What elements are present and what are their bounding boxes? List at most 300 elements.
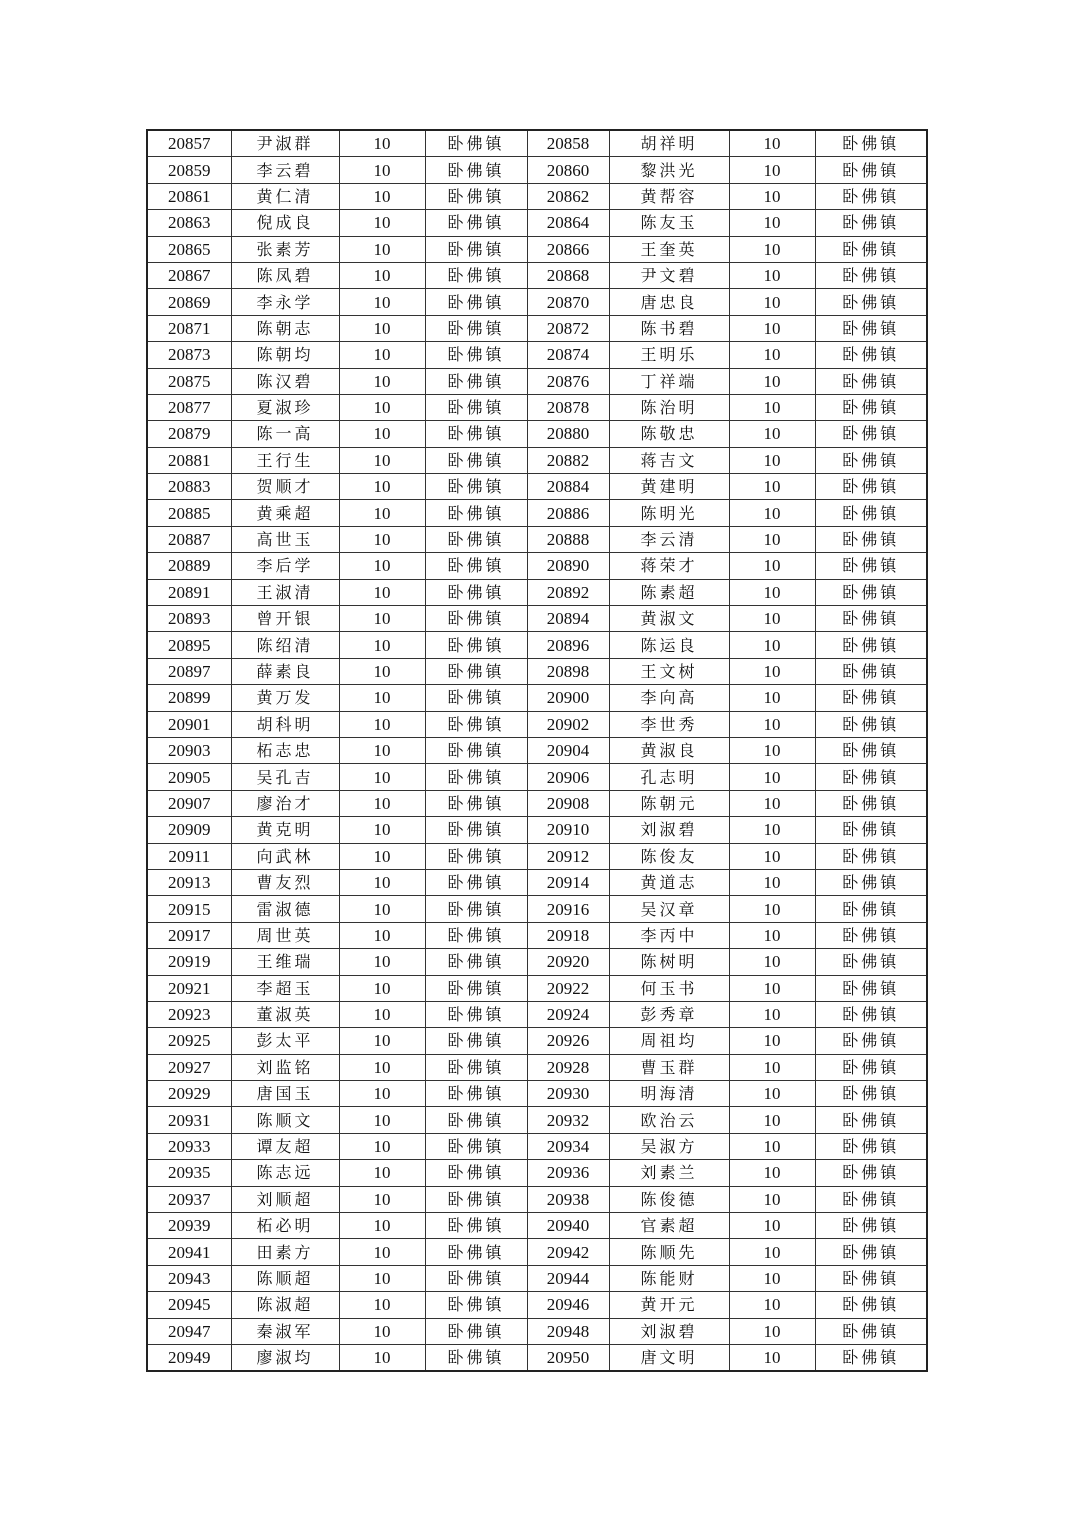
town-cell: 卧佛镇 (815, 210, 927, 236)
record-number-cell: 20950 (527, 1344, 609, 1371)
amount-cell: 10 (729, 790, 815, 816)
record-number-cell: 20940 (527, 1213, 609, 1239)
record-number-cell: 20870 (527, 289, 609, 315)
amount-cell: 10 (339, 1054, 425, 1080)
table-row (147, 394, 927, 420)
record-number-cell: 20944 (527, 1265, 609, 1291)
record-number-cell: 20937 (147, 1186, 231, 1212)
amount-cell: 10 (729, 526, 815, 552)
amount-cell: 10 (339, 1081, 425, 1107)
record-number-cell: 20930 (527, 1081, 609, 1107)
record-number-cell: 20893 (147, 606, 231, 632)
amount-cell: 10 (729, 315, 815, 341)
town-cell: 卧佛镇 (425, 737, 527, 763)
record-number-cell: 20886 (527, 500, 609, 526)
town-cell: 卧佛镇 (425, 1054, 527, 1080)
record-number-cell: 20878 (527, 394, 609, 420)
person-name-cell: 曾开银 (231, 606, 339, 632)
table-row (147, 1239, 927, 1265)
record-number-cell: 20872 (527, 315, 609, 341)
person-name-cell: 陈顺先 (609, 1239, 729, 1265)
town-cell: 卧佛镇 (425, 790, 527, 816)
person-name-cell: 陈敬忠 (609, 421, 729, 447)
town-cell: 卧佛镇 (425, 474, 527, 500)
town-cell: 卧佛镇 (425, 1292, 527, 1318)
person-name-cell: 陈凤碧 (231, 262, 339, 288)
person-name-cell: 刘淑碧 (609, 1318, 729, 1344)
town-cell: 卧佛镇 (425, 289, 527, 315)
town-cell: 卧佛镇 (425, 975, 527, 1001)
person-name-cell: 陈朝元 (609, 790, 729, 816)
town-cell: 卧佛镇 (425, 1186, 527, 1212)
record-number-cell: 20889 (147, 553, 231, 579)
town-cell: 卧佛镇 (815, 1344, 927, 1371)
amount-cell: 10 (339, 975, 425, 1001)
table-row (147, 737, 927, 763)
record-number-cell: 20904 (527, 737, 609, 763)
amount-cell: 10 (729, 1160, 815, 1186)
person-name-cell: 黄万发 (231, 685, 339, 711)
person-name-cell: 李后学 (231, 553, 339, 579)
amount-cell: 10 (339, 526, 425, 552)
town-cell: 卧佛镇 (815, 869, 927, 895)
record-number-cell: 20945 (147, 1292, 231, 1318)
table-row (147, 342, 927, 368)
person-name-cell: 柘必明 (231, 1213, 339, 1239)
town-cell: 卧佛镇 (815, 975, 927, 1001)
record-number-cell: 20914 (527, 869, 609, 895)
person-name-cell: 刘素兰 (609, 1160, 729, 1186)
amount-cell: 10 (339, 1028, 425, 1054)
table-row (147, 790, 927, 816)
amount-cell: 10 (339, 764, 425, 790)
record-number-cell: 20933 (147, 1133, 231, 1159)
town-cell: 卧佛镇 (425, 368, 527, 394)
amount-cell: 10 (339, 553, 425, 579)
person-name-cell: 黄克明 (231, 817, 339, 843)
amount-cell: 10 (729, 1186, 815, 1212)
amount-cell: 10 (339, 632, 425, 658)
town-cell: 卧佛镇 (425, 500, 527, 526)
amount-cell: 10 (729, 606, 815, 632)
amount-cell: 10 (729, 236, 815, 262)
town-cell: 卧佛镇 (815, 922, 927, 948)
table-row (147, 421, 927, 447)
person-name-cell: 秦淑军 (231, 1318, 339, 1344)
person-name-cell: 张素芳 (231, 236, 339, 262)
person-name-cell: 王奎英 (609, 236, 729, 262)
table-row (147, 210, 927, 236)
table-row (147, 975, 927, 1001)
amount-cell: 10 (729, 1107, 815, 1133)
amount-cell: 10 (339, 368, 425, 394)
record-number-cell: 20927 (147, 1054, 231, 1080)
amount-cell: 10 (339, 606, 425, 632)
record-number-cell: 20891 (147, 579, 231, 605)
record-number-cell: 20866 (527, 236, 609, 262)
person-name-cell: 王明乐 (609, 342, 729, 368)
table-row (147, 289, 927, 315)
amount-cell: 10 (339, 685, 425, 711)
amount-cell: 10 (339, 1318, 425, 1344)
amount-cell: 10 (339, 579, 425, 605)
town-cell: 卧佛镇 (425, 1239, 527, 1265)
amount-cell: 10 (339, 843, 425, 869)
table-row (147, 606, 927, 632)
table-row (147, 764, 927, 790)
town-cell: 卧佛镇 (425, 342, 527, 368)
amount-cell: 10 (339, 1001, 425, 1027)
person-name-cell: 陈淑超 (231, 1292, 339, 1318)
amount-cell: 10 (729, 210, 815, 236)
record-number-cell: 20897 (147, 658, 231, 684)
person-name-cell: 陈绍清 (231, 632, 339, 658)
person-name-cell: 刘淑碧 (609, 817, 729, 843)
town-cell: 卧佛镇 (425, 1133, 527, 1159)
town-cell: 卧佛镇 (425, 236, 527, 262)
table-row (147, 474, 927, 500)
person-name-cell: 夏淑珍 (231, 394, 339, 420)
town-cell: 卧佛镇 (815, 315, 927, 341)
amount-cell: 10 (339, 817, 425, 843)
person-name-cell: 廖淑均 (231, 1344, 339, 1371)
person-name-cell: 黄道志 (609, 869, 729, 895)
amount-cell: 10 (729, 1213, 815, 1239)
person-name-cell: 陈书碧 (609, 315, 729, 341)
person-name-cell: 向武林 (231, 843, 339, 869)
amount-cell: 10 (729, 632, 815, 658)
record-number-cell: 20903 (147, 737, 231, 763)
person-name-cell: 陈顺文 (231, 1107, 339, 1133)
table-row (147, 1344, 927, 1371)
record-number-cell: 20868 (527, 262, 609, 288)
record-number-cell: 20890 (527, 553, 609, 579)
record-number-cell: 20928 (527, 1054, 609, 1080)
amount-cell: 10 (339, 896, 425, 922)
record-number-cell: 20859 (147, 157, 231, 183)
record-number-cell: 20942 (527, 1239, 609, 1265)
person-name-cell: 胡科明 (231, 711, 339, 737)
town-cell: 卧佛镇 (815, 843, 927, 869)
amount-cell: 10 (339, 210, 425, 236)
town-cell: 卧佛镇 (425, 843, 527, 869)
person-name-cell: 黎洪光 (609, 157, 729, 183)
town-cell: 卧佛镇 (425, 632, 527, 658)
table-row (147, 236, 927, 262)
person-name-cell: 欧治云 (609, 1107, 729, 1133)
amount-cell: 10 (339, 790, 425, 816)
person-name-cell: 何玉书 (609, 975, 729, 1001)
amount-cell: 10 (729, 1292, 815, 1318)
person-name-cell: 尹淑群 (231, 130, 339, 157)
record-number-cell: 20907 (147, 790, 231, 816)
town-cell: 卧佛镇 (425, 764, 527, 790)
amount-cell: 10 (729, 553, 815, 579)
record-number-cell: 20874 (527, 342, 609, 368)
town-cell: 卧佛镇 (815, 896, 927, 922)
person-name-cell: 李丙中 (609, 922, 729, 948)
town-cell: 卧佛镇 (815, 764, 927, 790)
table-row (147, 526, 927, 552)
amount-cell: 10 (729, 764, 815, 790)
town-cell: 卧佛镇 (815, 1265, 927, 1291)
table-row (147, 579, 927, 605)
record-number-cell: 20864 (527, 210, 609, 236)
record-number-cell: 20894 (527, 606, 609, 632)
person-name-cell: 官素超 (609, 1213, 729, 1239)
amount-cell: 10 (339, 421, 425, 447)
amount-cell: 10 (339, 474, 425, 500)
town-cell: 卧佛镇 (425, 210, 527, 236)
table-row (147, 315, 927, 341)
amount-cell: 10 (729, 975, 815, 1001)
record-number-cell: 20876 (527, 368, 609, 394)
amount-cell: 10 (339, 1344, 425, 1371)
amount-cell: 10 (339, 711, 425, 737)
table-row (147, 843, 927, 869)
town-cell: 卧佛镇 (425, 526, 527, 552)
person-name-cell: 彭秀章 (609, 1001, 729, 1027)
town-cell: 卧佛镇 (425, 1028, 527, 1054)
amount-cell: 10 (729, 474, 815, 500)
amount-cell: 10 (729, 685, 815, 711)
town-cell: 卧佛镇 (815, 1160, 927, 1186)
record-number-cell: 20902 (527, 711, 609, 737)
person-name-cell: 陈友玉 (609, 210, 729, 236)
table-row (147, 1186, 927, 1212)
record-number-cell: 20949 (147, 1344, 231, 1371)
person-name-cell: 尹文碧 (609, 262, 729, 288)
town-cell: 卧佛镇 (425, 922, 527, 948)
table-row (147, 1133, 927, 1159)
person-name-cell: 董淑英 (231, 1001, 339, 1027)
amount-cell: 10 (729, 1265, 815, 1291)
person-name-cell: 吴孔吉 (231, 764, 339, 790)
table-row (147, 157, 927, 183)
town-cell: 卧佛镇 (815, 1054, 927, 1080)
person-name-cell: 李云清 (609, 526, 729, 552)
town-cell: 卧佛镇 (815, 183, 927, 209)
amount-cell: 10 (729, 1028, 815, 1054)
person-name-cell: 黄开元 (609, 1292, 729, 1318)
person-name-cell: 薛素良 (231, 658, 339, 684)
person-name-cell: 黄仁清 (231, 183, 339, 209)
amount-cell: 10 (729, 262, 815, 288)
amount-cell: 10 (339, 130, 425, 157)
record-number-cell: 20861 (147, 183, 231, 209)
record-number-cell: 20911 (147, 843, 231, 869)
person-name-cell: 吴淑方 (609, 1133, 729, 1159)
town-cell: 卧佛镇 (815, 236, 927, 262)
person-name-cell: 陈汉碧 (231, 368, 339, 394)
record-number-cell: 20896 (527, 632, 609, 658)
town-cell: 卧佛镇 (815, 1001, 927, 1027)
town-cell: 卧佛镇 (425, 658, 527, 684)
town-cell: 卧佛镇 (815, 368, 927, 394)
person-name-cell: 王维瑞 (231, 949, 339, 975)
town-cell: 卧佛镇 (815, 579, 927, 605)
town-cell: 卧佛镇 (425, 685, 527, 711)
town-cell: 卧佛镇 (815, 342, 927, 368)
amount-cell: 10 (339, 183, 425, 209)
town-cell: 卧佛镇 (425, 1081, 527, 1107)
amount-cell: 10 (729, 183, 815, 209)
record-number-cell: 20895 (147, 632, 231, 658)
table-row (147, 1054, 927, 1080)
person-name-cell: 黄乘超 (231, 500, 339, 526)
person-name-cell: 唐国玉 (231, 1081, 339, 1107)
town-cell: 卧佛镇 (815, 157, 927, 183)
record-number-cell: 20877 (147, 394, 231, 420)
table-row (147, 869, 927, 895)
amount-cell: 10 (729, 869, 815, 895)
amount-cell: 10 (729, 711, 815, 737)
record-number-cell: 20915 (147, 896, 231, 922)
town-cell: 卧佛镇 (815, 1292, 927, 1318)
record-number-cell: 20938 (527, 1186, 609, 1212)
person-name-cell: 李向高 (609, 685, 729, 711)
person-name-cell: 刘顺超 (231, 1186, 339, 1212)
town-cell: 卧佛镇 (815, 447, 927, 473)
record-number-cell: 20910 (527, 817, 609, 843)
table-row (147, 1265, 927, 1291)
table-row (147, 1001, 927, 1027)
person-name-cell: 陈运良 (609, 632, 729, 658)
person-name-cell: 吴汉章 (609, 896, 729, 922)
person-name-cell: 曹玉群 (609, 1054, 729, 1080)
person-name-cell: 谭友超 (231, 1133, 339, 1159)
amount-cell: 10 (339, 342, 425, 368)
person-name-cell: 高世玉 (231, 526, 339, 552)
town-cell: 卧佛镇 (815, 658, 927, 684)
town-cell: 卧佛镇 (815, 130, 927, 157)
town-cell: 卧佛镇 (815, 1107, 927, 1133)
record-number-cell: 20926 (527, 1028, 609, 1054)
record-number-cell: 20923 (147, 1001, 231, 1027)
town-cell: 卧佛镇 (815, 1318, 927, 1344)
table-row (147, 632, 927, 658)
record-number-cell: 20916 (527, 896, 609, 922)
amount-cell: 10 (339, 1292, 425, 1318)
town-cell: 卧佛镇 (815, 1133, 927, 1159)
town-cell: 卧佛镇 (425, 447, 527, 473)
town-cell: 卧佛镇 (425, 262, 527, 288)
amount-cell: 10 (339, 1239, 425, 1265)
person-name-cell: 李世秀 (609, 711, 729, 737)
amount-cell: 10 (339, 658, 425, 684)
table-row (147, 262, 927, 288)
record-number-cell: 20909 (147, 817, 231, 843)
town-cell: 卧佛镇 (815, 1081, 927, 1107)
town-cell: 卧佛镇 (425, 869, 527, 895)
record-number-cell: 20917 (147, 922, 231, 948)
person-name-cell: 倪成良 (231, 210, 339, 236)
amount-cell: 10 (729, 658, 815, 684)
table-row (147, 1028, 927, 1054)
person-name-cell: 陈朝均 (231, 342, 339, 368)
record-number-cell: 20929 (147, 1081, 231, 1107)
town-cell: 卧佛镇 (815, 1239, 927, 1265)
amount-cell: 10 (729, 421, 815, 447)
town-cell: 卧佛镇 (425, 130, 527, 157)
amount-cell: 10 (729, 342, 815, 368)
town-cell: 卧佛镇 (815, 262, 927, 288)
table-row (147, 1107, 927, 1133)
amount-cell: 10 (729, 1318, 815, 1344)
amount-cell: 10 (729, 500, 815, 526)
table-row (147, 1160, 927, 1186)
record-number-cell: 20860 (527, 157, 609, 183)
amount-cell: 10 (339, 289, 425, 315)
table-row (147, 1213, 927, 1239)
record-number-cell: 20865 (147, 236, 231, 262)
town-cell: 卧佛镇 (815, 817, 927, 843)
record-number-cell: 20931 (147, 1107, 231, 1133)
town-cell: 卧佛镇 (425, 949, 527, 975)
town-cell: 卧佛镇 (425, 1213, 527, 1239)
town-cell: 卧佛镇 (815, 394, 927, 420)
town-cell: 卧佛镇 (815, 632, 927, 658)
person-name-cell: 陈一高 (231, 421, 339, 447)
amount-cell: 10 (339, 1133, 425, 1159)
record-number-cell: 20901 (147, 711, 231, 737)
record-number-cell: 20932 (527, 1107, 609, 1133)
amount-cell: 10 (729, 922, 815, 948)
record-number-cell: 20888 (527, 526, 609, 552)
record-number-cell: 20869 (147, 289, 231, 315)
person-name-cell: 蒋吉文 (609, 447, 729, 473)
person-name-cell: 柘志忠 (231, 737, 339, 763)
person-name-cell: 贺顺才 (231, 474, 339, 500)
town-cell: 卧佛镇 (425, 183, 527, 209)
table-row (147, 658, 927, 684)
town-cell: 卧佛镇 (815, 790, 927, 816)
record-number-cell: 20899 (147, 685, 231, 711)
town-cell: 卧佛镇 (425, 1344, 527, 1371)
table-row (147, 1318, 927, 1344)
town-cell: 卧佛镇 (815, 500, 927, 526)
person-name-cell: 陈俊德 (609, 1186, 729, 1212)
person-name-cell: 黄帮容 (609, 183, 729, 209)
town-cell: 卧佛镇 (815, 711, 927, 737)
record-number-cell: 20943 (147, 1265, 231, 1291)
amount-cell: 10 (339, 949, 425, 975)
record-number-cell: 20906 (527, 764, 609, 790)
record-number-cell: 20905 (147, 764, 231, 790)
town-cell: 卧佛镇 (815, 289, 927, 315)
amount-cell: 10 (729, 843, 815, 869)
amount-cell: 10 (729, 368, 815, 394)
town-cell: 卧佛镇 (815, 1028, 927, 1054)
person-name-cell: 彭太平 (231, 1028, 339, 1054)
person-name-cell: 陈能财 (609, 1265, 729, 1291)
amount-cell: 10 (339, 737, 425, 763)
town-cell: 卧佛镇 (425, 711, 527, 737)
table-row (147, 949, 927, 975)
record-number-cell: 20918 (527, 922, 609, 948)
record-number-cell: 20883 (147, 474, 231, 500)
person-name-cell: 明海清 (609, 1081, 729, 1107)
town-cell: 卧佛镇 (815, 1213, 927, 1239)
amount-cell: 10 (339, 1213, 425, 1239)
amount-cell: 10 (339, 447, 425, 473)
amount-cell: 10 (729, 737, 815, 763)
record-number-cell: 20946 (527, 1292, 609, 1318)
person-name-cell: 陈俊友 (609, 843, 729, 869)
town-cell: 卧佛镇 (425, 421, 527, 447)
record-number-cell: 20920 (527, 949, 609, 975)
table-row (147, 368, 927, 394)
